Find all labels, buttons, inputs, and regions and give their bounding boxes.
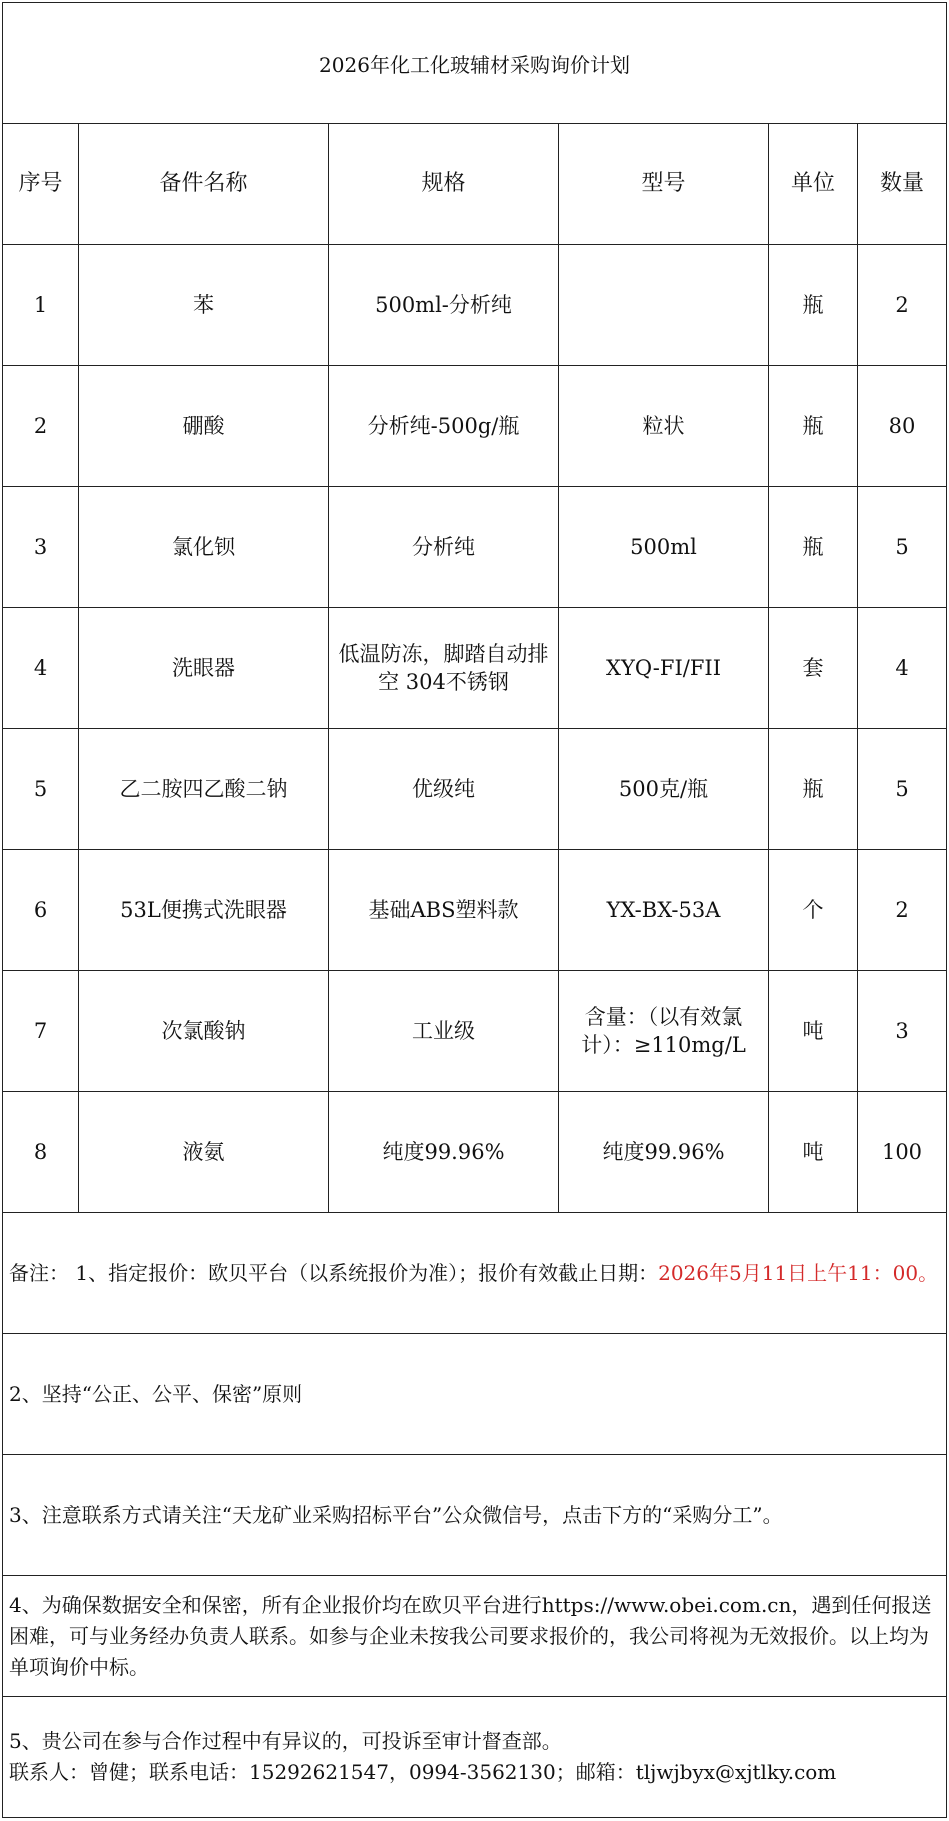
cell-spec [329, 608, 559, 729]
cell-no: 4 [3, 608, 79, 729]
cell-model: 粒状 [559, 366, 769, 487]
cell-unit: 吨 [769, 1092, 858, 1213]
cell-qty: 2 [858, 850, 947, 971]
procurement-table [2, 2, 947, 1818]
cell-spec: 500ml-分析纯 [329, 245, 559, 366]
cell-name: 次氯酸钠 [79, 971, 329, 1092]
cell-qty: 2 [858, 245, 947, 366]
cell-name: 洗眼器 [79, 608, 329, 729]
cell-model-text: 含量：（以有效氯计）：≥110mg/L [581, 1005, 746, 1057]
cell-qty: 5 [858, 729, 947, 850]
cell-model: 纯度99.96% [559, 1092, 769, 1213]
cell-model: 500克/瓶 [559, 729, 769, 850]
note-4: 4、为确保数据安全和保密，所有企业报价均在欧贝平台进行https://www.obei.com.cn，遇到任何报送困难，可与业务经办负责人联系。如参与企业未按我公司要求报价的，我公司将视为无效报价。以上均为单项询价中标。 [3, 1576, 947, 1697]
cell-unit: 吨 [769, 971, 858, 1092]
cell-no: 5 [3, 729, 79, 850]
cell-no: 3 [3, 487, 79, 608]
cell-unit: 瓶 [769, 245, 858, 366]
col-header-name: 备件名称 [79, 124, 329, 245]
note-2: 2、坚持“公正、公平、保密”原则 [3, 1334, 947, 1455]
table-row [3, 850, 947, 971]
cell-name: 苯 [79, 245, 329, 366]
cell-spec: 分析纯 [329, 487, 559, 608]
cell-name: 乙二胺四乙酸二钠 [79, 729, 329, 850]
cell-qty: 3 [858, 971, 947, 1092]
cell-model: XYQ-FI/FII [559, 608, 769, 729]
cell-model [559, 245, 769, 366]
table-row [3, 366, 947, 487]
cell-spec: 基础ABS塑料款 [329, 850, 559, 971]
table-row [3, 729, 947, 850]
cell-unit: 瓶 [769, 366, 858, 487]
page-title: 2026年化工化玻辅材采购询价计划 [3, 3, 947, 124]
note-5-line1: 5、贵公司在参与合作过程中有异议的，可投诉至审计督查部。 [9, 1729, 562, 1753]
table-row [3, 1092, 947, 1213]
cell-qty: 80 [858, 366, 947, 487]
cell-name: 液氨 [79, 1092, 329, 1213]
col-header-unit: 单位 [769, 124, 858, 245]
note-1-text: 备注： 1、指定报价：欧贝平台（以系统报价为准）；报价有效截止日期： [9, 1260, 659, 1285]
deadline-text: 2026年5月11日上午11：00。 [658, 1260, 939, 1285]
cell-no: 8 [3, 1092, 79, 1213]
cell-no: 1 [3, 245, 79, 366]
cell-spec: 纯度99.96% [329, 1092, 559, 1213]
cell-qty: 100 [858, 1092, 947, 1213]
cell-unit: 套 [769, 608, 858, 729]
col-header-no: 序号 [3, 124, 79, 245]
cell-no: 7 [3, 971, 79, 1092]
table-row [3, 971, 947, 1092]
note-3: 3、注意联系方式请关注“天龙矿业采购招标平台”公众微信号，点击下方的“采购分工”。 [3, 1455, 947, 1576]
cell-qty: 4 [858, 608, 947, 729]
cell-spec-text: 低温防冻，脚踏自动排空 304不锈钢 [338, 642, 549, 694]
cell-model: YX-BX-53A [559, 850, 769, 971]
col-header-spec: 规格 [329, 124, 559, 245]
cell-spec: 工业级 [329, 971, 559, 1092]
cell-model [559, 971, 769, 1092]
cell-name: 氯化钡 [79, 487, 329, 608]
cell-name: 硼酸 [79, 366, 329, 487]
cell-qty: 5 [858, 487, 947, 608]
note-1 [3, 1213, 947, 1334]
cell-spec: 分析纯-500g/瓶 [329, 366, 559, 487]
cell-no: 2 [3, 366, 79, 487]
cell-name: 53L便携式洗眼器 [79, 850, 329, 971]
col-header-model: 型号 [559, 124, 769, 245]
cell-unit: 瓶 [769, 487, 858, 608]
table-row [3, 245, 947, 366]
cell-unit: 个 [769, 850, 858, 971]
note-5 [3, 1697, 947, 1818]
cell-model: 500ml [559, 487, 769, 608]
table-row [3, 608, 947, 729]
cell-unit: 瓶 [769, 729, 858, 850]
contact-line: 联系人：曾健；联系电话：15292621547，0994-3562130；邮箱：tljwjbyx@xjtlky.com [9, 1760, 837, 1784]
col-header-qty: 数量 [858, 124, 947, 245]
header-row [3, 124, 947, 245]
cell-spec: 优级纯 [329, 729, 559, 850]
table-row [3, 487, 947, 608]
cell-no: 6 [3, 850, 79, 971]
